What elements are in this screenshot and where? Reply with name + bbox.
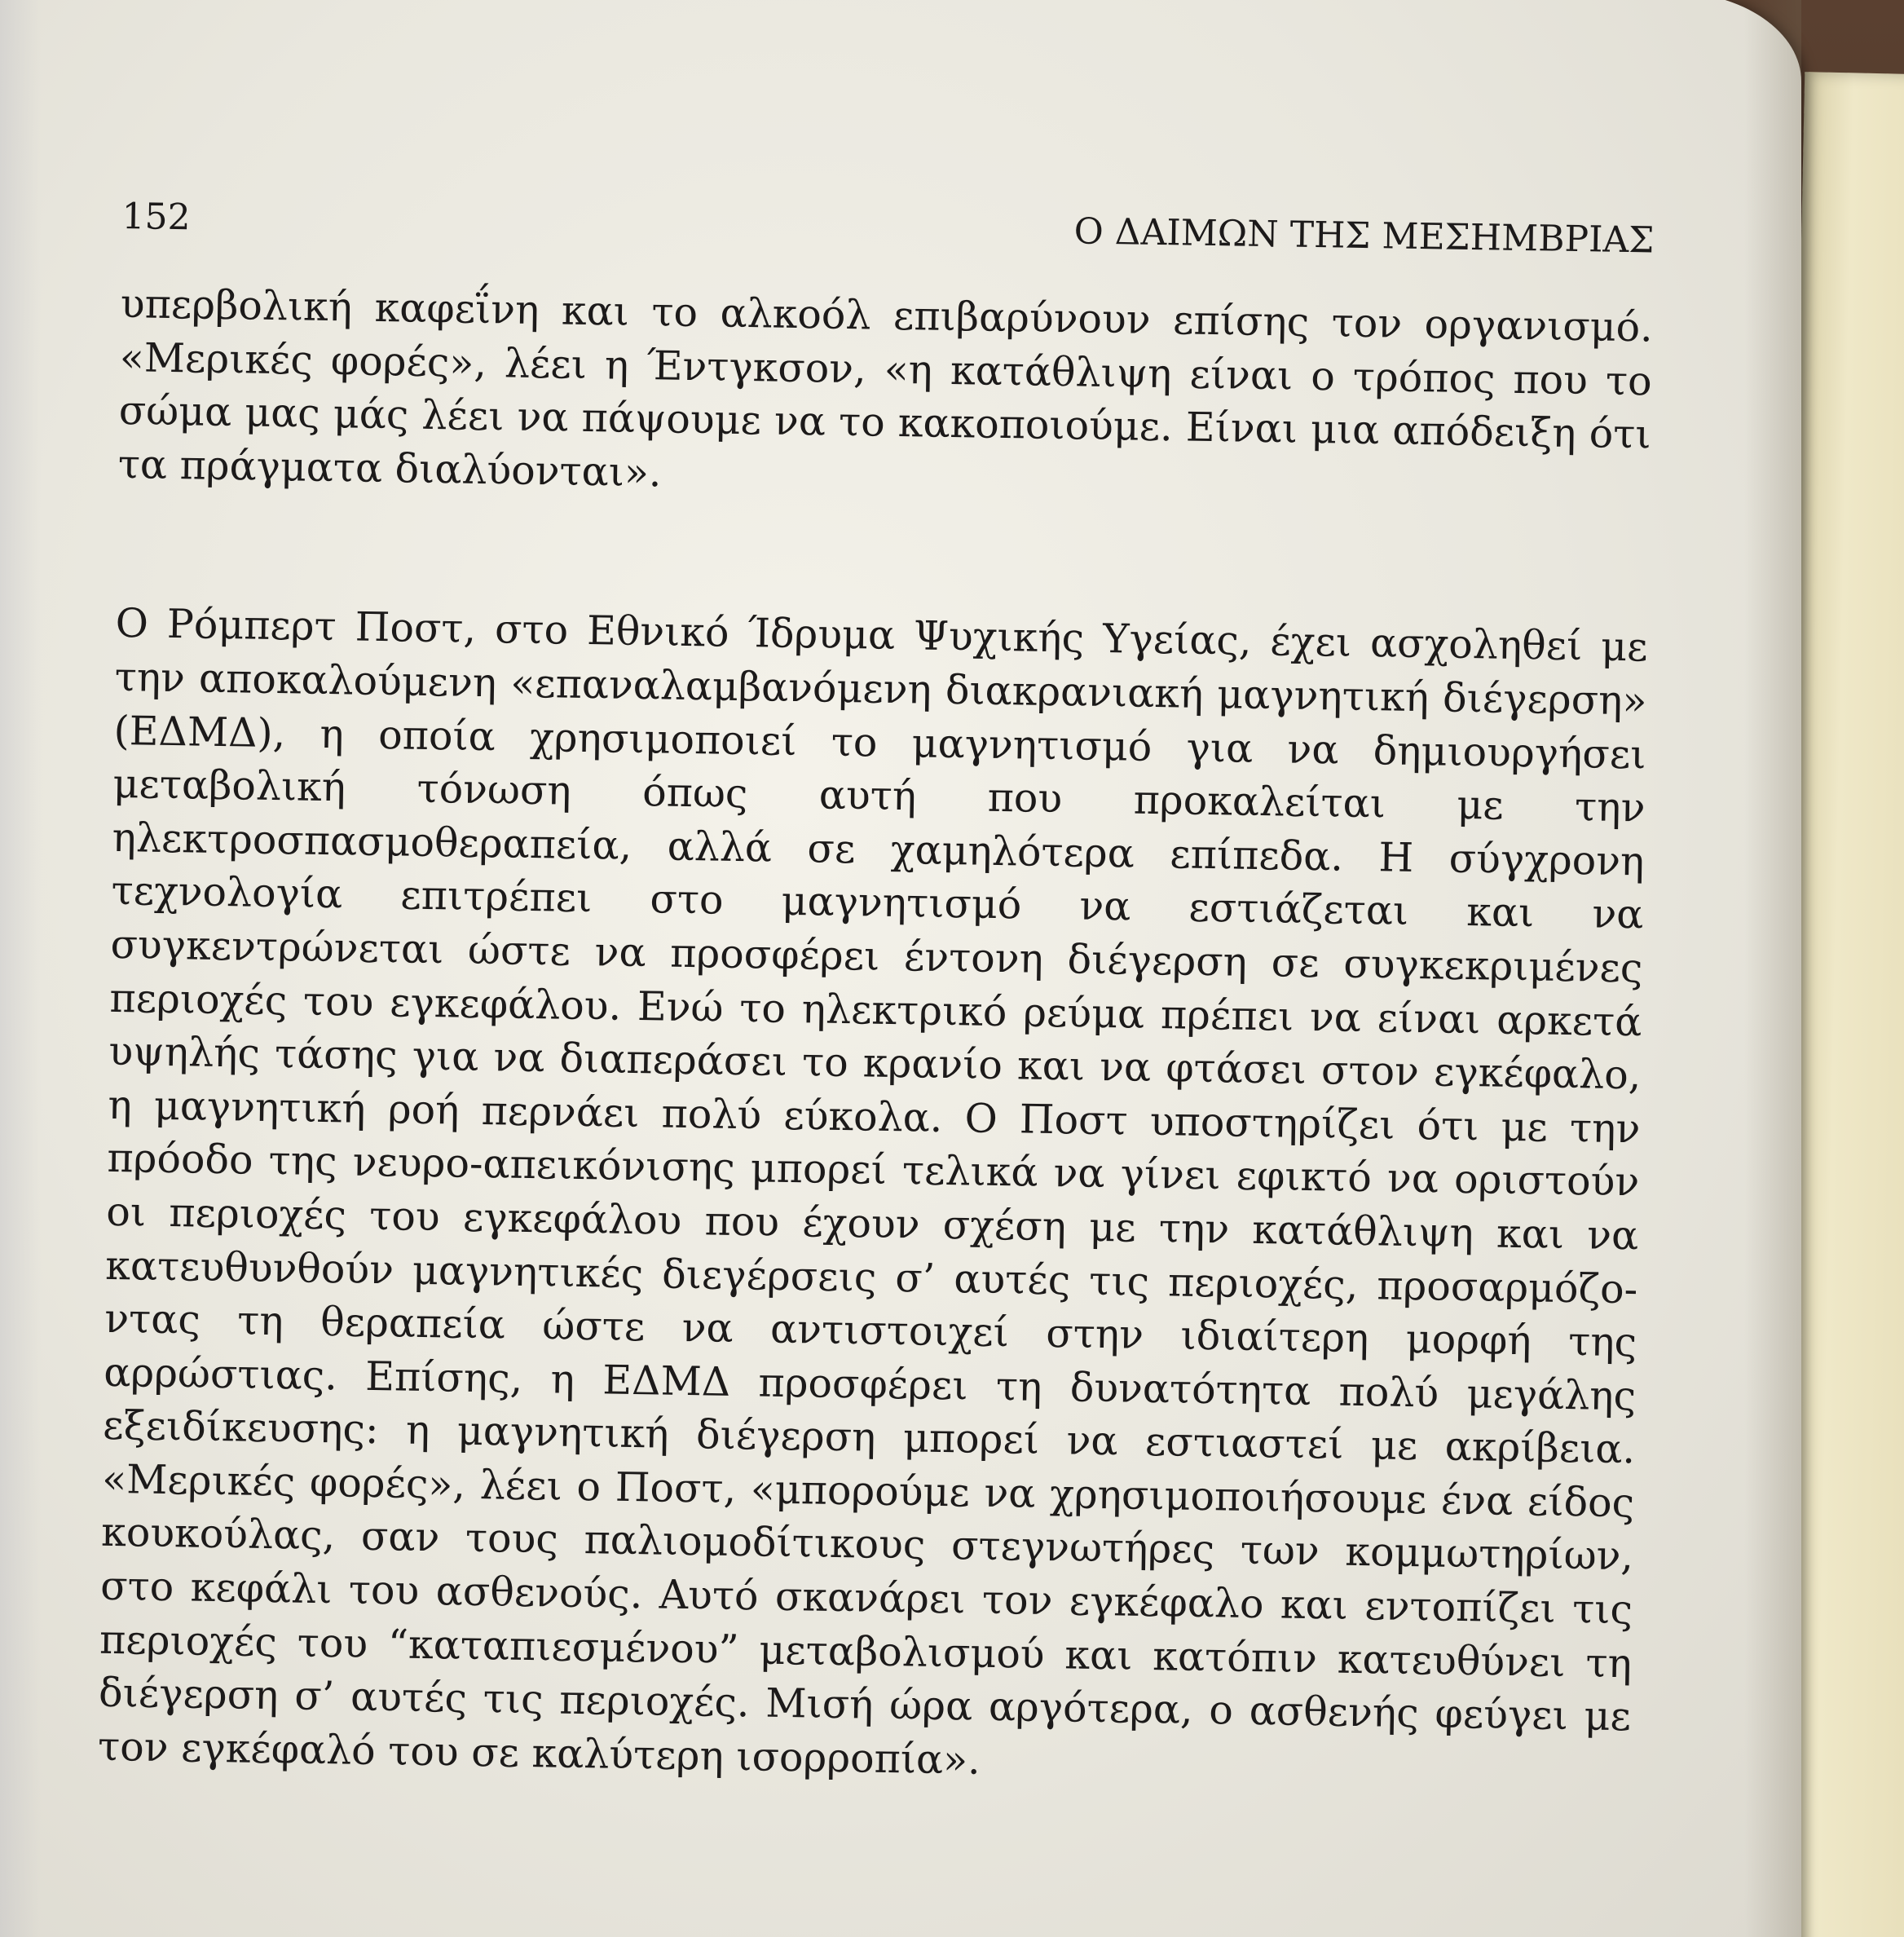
running-title: Ο ΔΑΙΜΩΝ ΤΗΣ ΜΕΣΗΜΒΡΙΑΣ <box>1073 210 1655 262</box>
paragraph: υπερβολική καφεΐνη και το αλκοόλ επιβαρύνουν επίσης τον οργανισμό. «Μερικές φορές», λέει η Έντγκσον, «η κατάθλιψη είναι ο τρόπος που το σώμα μας μάς λέει να πάψουμε να το κακοποιούμε. Είναι μια απόδειξη ότι τα πράγματα διαλύονται». <box>117 280 1654 496</box>
text-block <box>98 196 1655 1798</box>
page-header <box>121 196 1655 285</box>
page-number: 152 <box>121 196 191 239</box>
paragraph: Ο Ρόμπερτ Ποστ, στο Εθνικό Ίδρυμα Ψυχικής Υγείας, έχει ασχοληθεί με την αποκαλούμενη «επαναλαμβανόμενη διακρανιακή μαγνητική διέγερση» (ΕΔΜΔ), η οποία χρησιμοποιεί το μαγνητισμό για να δημιουργήσει μεταβολική τόνωση όπως αυτή που προκαλείται με την ηλεκτροσπασμοθεραπεία, αλλά σε χαμηλότερα επίπεδα. Η σύγχρονη τεχνολογία επιτρέπει στο μαγνητισμό να εστιάζεται και να συγκεντρώνεται ώστε να προσφέρει έντονη διέγερση σε συγκεκριμένες περιοχές του εγκεφάλου. Ενώ το ηλεκτρικό ρεύμα πρέπει να είναι αρκετά υψηλής τάσης για να διαπεράσει το κρανίο και να φτάσει στον εγκέφαλο, η μαγνητική ροή περνάει πολύ εύκολα. Ο Ποστ υποστηρίζει ότι με την πρόοδο της νευρο-απεικόνισης μπορεί τελικά να γίνει εφικτό να οριστούν οι περιοχές του εγκεφάλου που έχουν σχέση με την κατάθλιψη και να κατευθυνθούν μαγνητικές διεγέρσεις σ’ αυτές τις περιοχές, προσαρμόζοντας τη θεραπεία ώστε να αντιστοιχεί στην ιδιαίτερη μορφή της αρρώστιας. Επίσης, η ΕΔΜΔ προσφέρει τη δυνατότητα πολύ μεγάλης εξειδίκευσης: η μαγνητική διέγερση μπορεί να εστιαστεί με ακρίβεια. «Μερικές φορές», λέει ο Ποστ, «μπορούμε να χρησιμοποιήσουμε ένα είδος κουκούλας, σαν τους παλιομοδίτικους στεγνωτήρες των κομμωτηρίων, στο κεφάλι του ασθενούς. Αυτό σκανάρει τον εγκέφαλο και εντοπίζει τις περιοχές του “καταπιεσμένου” μεταβολισμού και κατόπιν κατευθύνει τη διέγερση σ’ αυτές τις περιοχές. Μισή ώρα αργότερα, ο ασθενής φεύγει με τον εγκέφαλό του σε καλύτερη ισορροπία». <box>97 600 1648 1784</box>
